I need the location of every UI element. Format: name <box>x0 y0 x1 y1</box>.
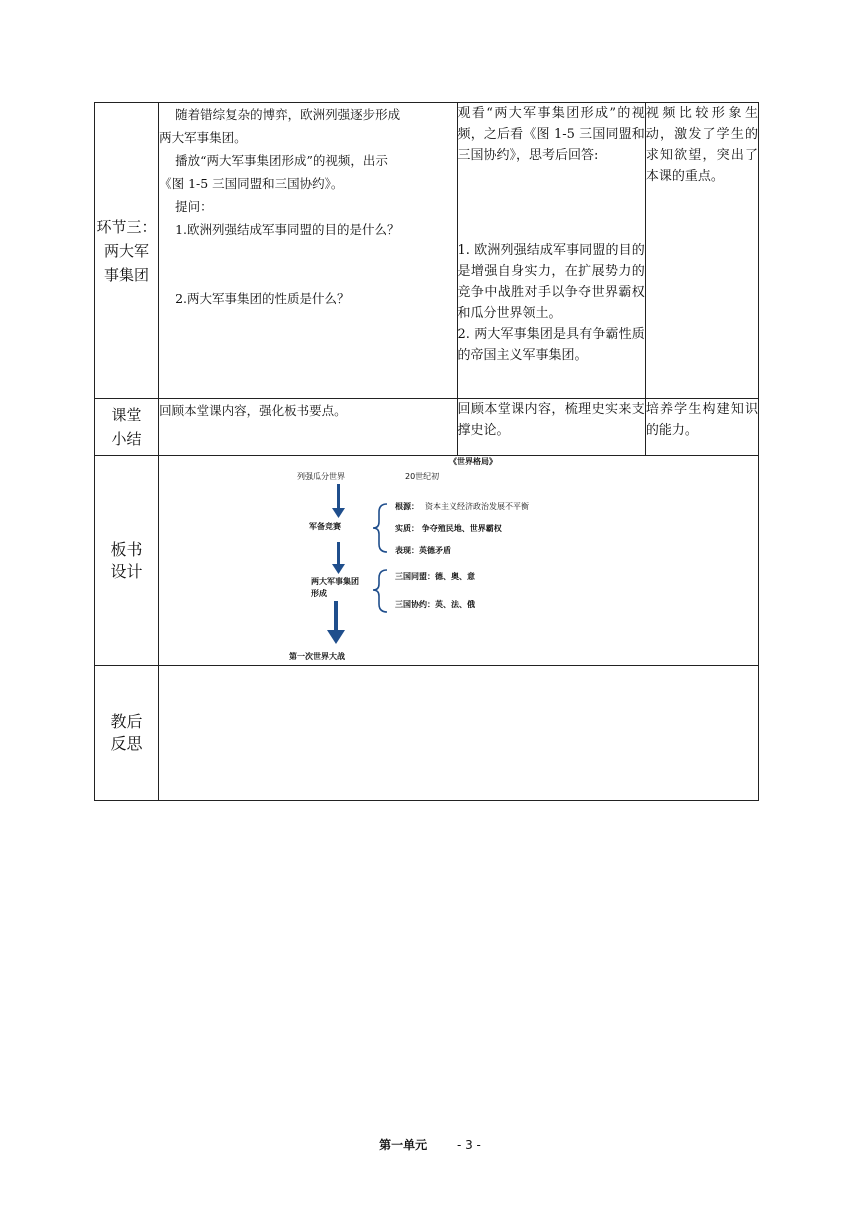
board-label-cell <box>95 456 159 666</box>
brace-2 <box>373 570 387 612</box>
teacher-question1: 1.欧洲列强结成军事同盟的目的是什么？ <box>175 222 400 237</box>
footer-unit: 第一单元 <box>379 1138 428 1152</box>
teacher-line5: 提问： <box>175 199 213 214</box>
teacher-line3: 播放“两大军事集团形成”的视频，出示 <box>175 153 388 168</box>
student-answer1: 1. 欧洲列强结成军事同盟的目的是增强自身实力，在扩展势力的竞争中战胜对手以争夺世界霸权和瓜分世界领土。 <box>457 243 645 321</box>
table-row-reflection <box>95 666 759 801</box>
board-diagram-svg <box>159 456 757 665</box>
table-row-board <box>95 456 759 666</box>
diagram-entente: 三国协约：英、法、俄 <box>395 600 476 609</box>
summary-design-intent <box>645 399 758 456</box>
diagram-start: 列强瓜分世界 <box>297 472 346 481</box>
reflection-label-cell <box>95 666 159 801</box>
diagram-time: 20世纪初 <box>405 472 440 481</box>
reflection-label-line1: 教后 <box>110 712 143 731</box>
teacher-line4: 《图 1-5 三国同盟和三国协约》。 <box>159 176 344 191</box>
diagram-node1: 军备竞赛 <box>309 522 342 531</box>
summary-label-line1: 课堂 <box>111 406 142 424</box>
student-intro: 观看“两大军事集团形成”的视频，之后看《图 1-5 三国同盟和三国协约》，思考后回答: <box>457 106 645 163</box>
page-footer <box>0 1136 860 1153</box>
intent-text: 视频比较形象生动，激发了学生的求知欲望，突出了本课的重点。 <box>645 106 758 184</box>
summary-student-text: 回顾本堂课内容，梳理史实来支撑史论。 <box>457 402 645 438</box>
board-label-line1: 板书 <box>110 539 143 559</box>
diagram-node2-line1: 两大军事集团 <box>311 577 360 586</box>
step3-label-line1: 环节三： <box>96 217 157 236</box>
summary-teacher-activity <box>159 399 457 456</box>
brace-1 <box>373 504 387 552</box>
step3-label-cell <box>95 103 159 399</box>
diagram-title: 《世界格局》 <box>449 457 498 466</box>
table-row-summary <box>95 399 759 456</box>
step3-teacher-activity <box>159 103 457 399</box>
board-label-line2: 设计 <box>110 561 143 581</box>
summary-teacher-text: 回顾本堂课内容，强化板书要点。 <box>159 403 347 418</box>
board-diagram <box>159 456 758 665</box>
table-row-step3 <box>95 103 759 399</box>
arrow-down-3 <box>327 601 345 644</box>
step3-label-line2: 两大军 <box>104 241 150 260</box>
reflection-label-line2: 反思 <box>110 734 143 753</box>
diagram-manifest: 表现：英德矛盾 <box>395 546 452 555</box>
step3-design-intent <box>645 103 758 399</box>
summary-label-line2: 小结 <box>111 430 142 448</box>
reflection-content-cell <box>159 666 759 801</box>
summary-student-activity <box>457 399 645 456</box>
summary-label-cell <box>95 399 159 456</box>
step3-label-line3: 事集团 <box>104 265 150 284</box>
diagram-alliance: 三国同盟：德、奥、意 <box>395 572 476 581</box>
diagram-essence: 实质： 争夺殖民地、世界霸权 <box>395 524 502 533</box>
teacher-question2: 2.两大军事集团的性质是什么？ <box>175 291 350 306</box>
lesson-plan-table <box>94 102 759 801</box>
arrow-down-1 <box>332 484 345 518</box>
summary-intent-text: 培养学生构建知识的能力。 <box>645 402 758 438</box>
board-design-cell <box>159 456 759 666</box>
teacher-line1: 随着错综复杂的博弈，欧洲列强逐步形成 <box>175 107 401 122</box>
diagram-node2-line2: 形成 <box>311 589 328 598</box>
footer-page-number: - 3 - <box>456 1138 481 1152</box>
teacher-line2: 两大军事集团。 <box>159 130 247 145</box>
arrow-down-2 <box>332 542 345 574</box>
diagram-end: 第一次世界大战 <box>289 652 346 661</box>
student-answer2: 2. 两大军事集团是具有争霸性质的帝国主义军事集团。 <box>457 327 645 363</box>
step3-student-activity <box>457 103 645 399</box>
diagram-root-value: 资本主义经济政治发展不平衡 <box>425 502 530 511</box>
diagram-root-label: 根源： <box>395 502 420 511</box>
